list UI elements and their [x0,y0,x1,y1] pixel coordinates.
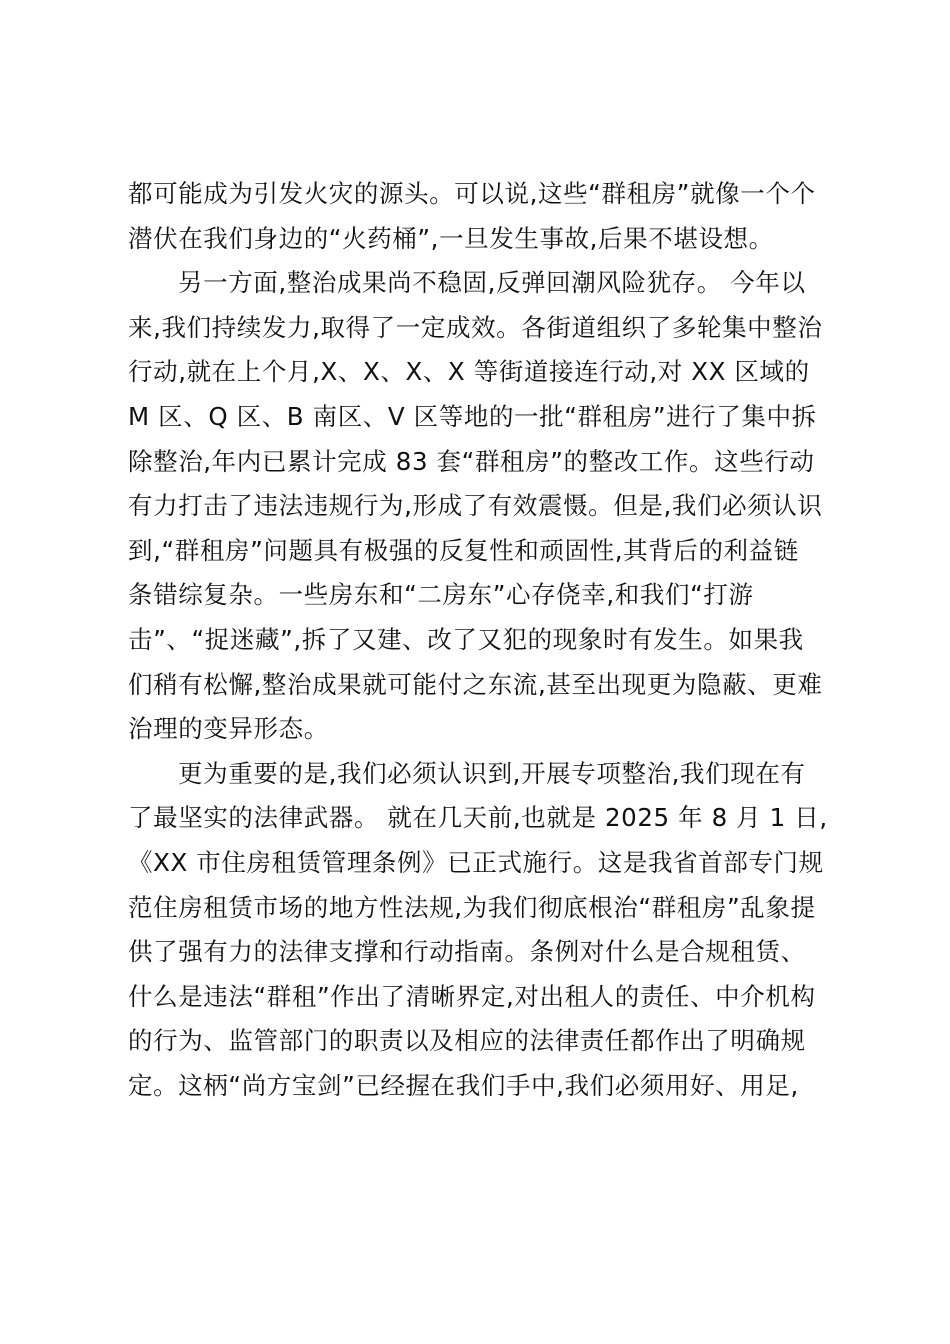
text-line: 什么是违法“群租”作出了清晰界定,对出租人的责任、中介机构 [128,981,816,1011]
text-line: 有力打击了违法违规行为,形成了有效震慑。但是,我们必须认识 [128,491,823,521]
text-line: 潜伏在我们身边的“火药桶”,一旦发生事故,后果不堪设想。 [128,223,774,253]
text-line: 《XX 市住房租赁管理条例》已正式施行。这是我省首部专门规 [128,847,824,877]
text-line: 行动,就在上个月,X、X、X、X 等街道接连行动,对 XX 区域的 [128,357,810,387]
text-line: 们稍有松懈,整治成果就可能付之东流,甚至出现更为隐蔽、更难 [128,669,823,699]
document-body [128,172,848,1108]
text-line: 条错综复杂。一些房东和“二房东”心存侥幸,和我们“打游 [128,580,754,610]
text-line: 治理的变异形态。 [128,714,329,744]
text-line: 来,我们持续发力,取得了一定成效。各街道组织了多轮集中整治 [128,312,823,342]
text-line: 除整治,年内已累计完成 83 套“群租房”的整改工作。这些行动 [128,446,815,476]
text-line: 了最坚实的法律武器。 就在几天前,也就是 2025 年 8 月 1 日, [128,803,828,833]
text-line: 供了强有力的法律支撑和行动指南。条例对什么是合规租赁、 [128,937,806,967]
text-line: 的行为、监管部门的职责以及相应的法律责任都作出了明确规 [128,1026,806,1056]
text-line: 都可能成为引发火灾的源头。可以说,这些“群租房”就像一个个 [128,179,816,208]
text-line: 到,“群租房”问题具有极强的反复性和顽固性,其背后的利益链 [128,535,799,565]
paragraph-first-line: 另一方面,整治成果尚不稳固,反弹回潮风险犹存。 今年以 [178,268,806,298]
text-line: 范住房租赁市场的地方性法规,为我们彻底根治“群租房”乱象提 [128,892,816,922]
text-line: 定。这柄“尚方宝剑”已经握在我们手中,我们必须用好、用足, [128,1070,799,1100]
text-line: M 区、Q 区、B 南区、V 区等地的一批“群租房”进行了集中拆 [128,401,817,431]
paragraph-first-line: 更为重要的是,我们必须认识到,开展专项整治,我们现在有 [178,758,806,788]
text-line: 击”、“捉迷藏”,拆了又建、改了又犯的现象时有发生。如果我 [128,624,804,654]
